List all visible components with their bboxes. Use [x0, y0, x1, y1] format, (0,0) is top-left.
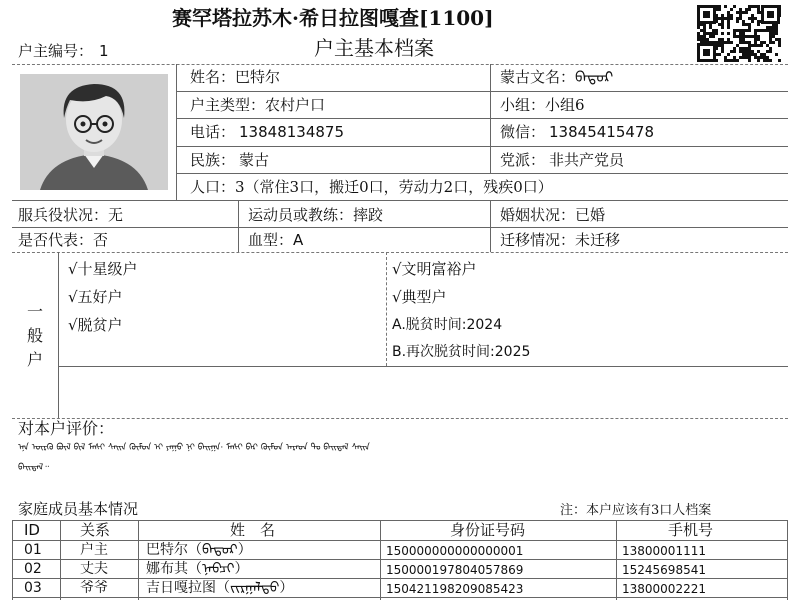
athlete-field: [248, 206, 383, 224]
family-section-note: 注：本户应该有3口人档案: [560, 503, 712, 518]
row-name: 娜布其（ᠨᠠᠪᠴᠢ）: [146, 561, 249, 577]
marriage-label: 婚姻状况：: [500, 206, 576, 224]
row-mobile: 15245698541: [622, 563, 706, 577]
ethnicity-label: 民族：: [190, 151, 236, 169]
qr-code-icon: [697, 5, 781, 63]
marriage-field: [500, 206, 605, 224]
evaluation-text: ᠪᠠᠢᠳᠠᠯ᠃: [18, 463, 50, 473]
row-id: 03: [24, 580, 42, 596]
honor-item: √十星级户: [68, 260, 138, 278]
avatar-photo: [20, 74, 168, 190]
row-relation: 户主: [80, 542, 108, 558]
page-subtitle: 户主基本档案: [314, 36, 434, 60]
military-label: 服兵役状况：: [18, 206, 109, 224]
population-value: 3（常住3口，搬迁0口，劳动力2口，残疾0口）: [235, 178, 553, 196]
general-household-label: [24, 300, 46, 372]
row-name: 巴特尔（ᠪᠠᠲᠤᠷ）: [146, 542, 252, 558]
mongol-name-label: 蒙古文名：: [500, 68, 576, 86]
poverty-exit-time: A.脱贫时间:2024: [392, 317, 503, 333]
column-header-name: 姓 名: [230, 521, 276, 539]
household-number-value: 1: [99, 42, 109, 60]
phone-label: 电话：: [190, 123, 236, 141]
mongol-name-field: [500, 68, 613, 86]
name-value: 巴特尔: [235, 68, 281, 86]
row-id-number: 150421198209085423: [386, 582, 524, 596]
population-field: [190, 178, 553, 196]
honor-item: √文明富裕户: [392, 260, 477, 278]
military-value: 无: [108, 206, 124, 224]
column-header-id-number: 身份证号码: [450, 521, 526, 539]
general-label-char: 一: [26, 302, 43, 321]
party-field: [500, 151, 624, 169]
group-label: 小组：: [500, 96, 546, 114]
ethnicity-value: 蒙古: [239, 151, 270, 169]
athlete-label: 运动员或教练：: [248, 206, 354, 224]
row-id-number: 150000000000000001: [386, 544, 524, 558]
military-field: [18, 206, 123, 224]
evaluation-text: ᠡᠨᠡ ᠥᠷᠭᠦ ᠪᠥᠯ ᠪᠢᠯ ᠮᠠᠰᠢ ᠰᠠᠢᠨ ᠬᠦᠮᠦᠨ ᠢ ᠶᠠᠭᠤ ᠨᠢ ᠪᠠᠢᠭᠠ· ᠮᠠᠰᠢ ᠪᠠᠷ ᠬᠦᠮᠦᠨ ᠠᠷᠠᠳ ᠲᠤ ᠪᠠᠢᠳᠠᠯ ᠰᠠᠢᠨ: [18, 443, 370, 453]
honor-item: √脱贫户: [68, 316, 123, 334]
wechat-field: [500, 123, 654, 141]
honor-item: √五好户: [68, 288, 123, 306]
column-header-relation: 关系: [80, 521, 111, 539]
family-section-title: 家庭成员基本情况: [18, 500, 139, 518]
marriage-value: 已婚: [575, 206, 606, 224]
athlete-value: 摔跤: [353, 206, 384, 224]
name-field: [190, 68, 280, 86]
phone-field: [190, 123, 344, 141]
blood-type-value: A: [293, 231, 304, 249]
mongol-name-value: ᠪᠠᠲᠤᠷ: [575, 68, 614, 86]
household-type-value: 农村户口: [265, 96, 326, 114]
blood-type-field: [248, 231, 303, 249]
migration-field: [500, 231, 620, 249]
household-number: [18, 41, 109, 60]
row-mobile: 13800001111: [622, 544, 706, 558]
party-label: 党派：: [500, 151, 546, 169]
row-id-number: 150000197804057869: [386, 563, 524, 577]
page-title: 赛罕塔拉苏木·希日拉图嘎查[1100]: [172, 6, 494, 30]
household-type-label: 户主类型：: [190, 96, 266, 114]
household-type-field: [190, 96, 325, 114]
name-label: 姓名：: [190, 68, 236, 86]
general-label-char: 般: [26, 326, 43, 345]
row-relation: 爷爷: [80, 580, 108, 596]
wechat-label: 微信：: [500, 123, 546, 141]
row-id: 02: [24, 561, 42, 577]
representative-label: 是否代表：: [18, 231, 94, 249]
row-relation: 丈夫: [80, 561, 108, 577]
row-mobile: 13800002221: [622, 582, 706, 596]
column-header-mobile: 手机号: [668, 521, 714, 539]
migration-value: 未迁移: [575, 231, 621, 249]
column-header-id: ID: [24, 521, 40, 539]
blood-type-label: 血型：: [248, 231, 294, 249]
ethnicity-field: [190, 151, 269, 169]
household-number-label: 户主编号：: [18, 42, 94, 60]
representative-value: 否: [93, 231, 109, 249]
row-id: 01: [24, 542, 42, 558]
party-value: 非共产党员: [549, 151, 625, 169]
honor-item: √典型户: [392, 288, 447, 306]
row-name: 吉日嘎拉图（ᠵᠢᠷᠭᠠᠯᠲᠤ）: [146, 580, 294, 596]
phone-value: 13848134875: [239, 123, 344, 141]
migration-label: 迁移情况：: [500, 231, 576, 249]
general-label-char: 户: [26, 350, 43, 369]
wechat-value: 13845415478: [549, 123, 654, 141]
group-value: 小组6: [545, 96, 585, 114]
representative-field: [18, 231, 108, 249]
population-label: 人口：: [190, 178, 236, 196]
evaluation-label: 对本户评价：: [18, 419, 115, 438]
poverty-reexit-time: B.再次脱贫时间:2025: [392, 344, 531, 360]
group-field: [500, 96, 585, 114]
